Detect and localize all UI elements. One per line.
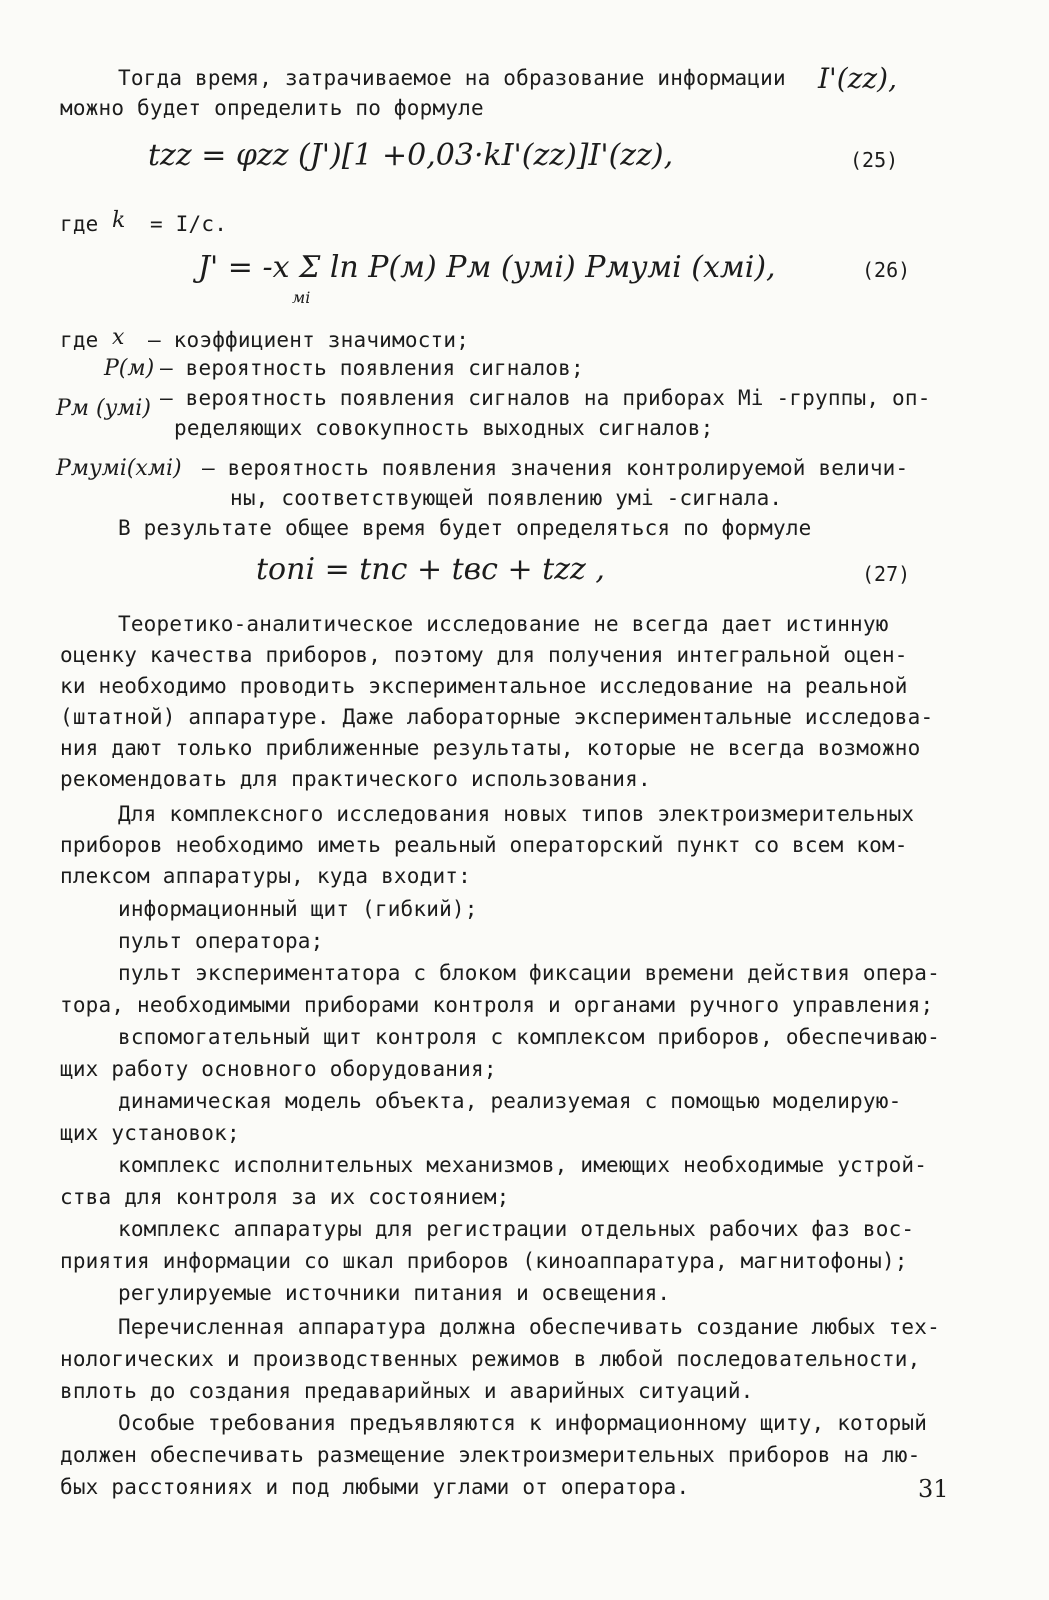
pm-ymi-symbol: Pм (yмi) bbox=[56, 396, 151, 421]
equation-number-26: (26) bbox=[862, 258, 911, 282]
list-item: пульт экспериментатора с блоком фиксации времени действия опера- bbox=[118, 961, 940, 985]
paragraph-4-line: бых расстояниях и под любыми углами от оператора. bbox=[60, 1475, 690, 1499]
page-number: 31 bbox=[918, 1475, 949, 1503]
paragraph-3-line: нологических и производственных режимов в любой последовательности, bbox=[60, 1347, 921, 1371]
formula-25: tzz = φzz (J')[1 +0,03·kI'(zz)]I'(zz), bbox=[148, 138, 674, 173]
intro-line-2: можно будет определить по формуле bbox=[60, 96, 484, 120]
list-item: комплекс аппаратуры для регистрации отдельных рабочих фаз вос- bbox=[118, 1217, 915, 1241]
paragraph-1-line: ния дают только приближенные результаты, которые не всегда возможно bbox=[60, 736, 921, 760]
list-item-continuation: щих установок; bbox=[60, 1121, 240, 1145]
k-value: = I/c. bbox=[150, 212, 228, 236]
intro-symbol: I'(zz), bbox=[818, 62, 898, 95]
formula-27: toni = tпс + tвс + tzz , bbox=[256, 552, 605, 587]
equation-number-25: (25) bbox=[850, 148, 899, 172]
formula-26-sum-index: мi bbox=[292, 288, 311, 307]
pm-symbol: P(м) bbox=[104, 356, 155, 381]
list-item: информационный щит (гибкий); bbox=[118, 897, 478, 921]
where-x-label: где bbox=[60, 328, 99, 352]
paragraph-1-line: (штатной) аппаратуре. Даже лабораторные экспериментальные исследова- bbox=[60, 705, 934, 729]
paragraph-2-line: Для комплексного исследования новых типов электроизмерительных bbox=[118, 802, 915, 826]
paragraph-1-line: рекомендовать для практического использования. bbox=[60, 767, 651, 791]
paragraph-3-line: Перечисленная аппаратура должна обеспечивать создание любых тех- bbox=[118, 1315, 940, 1339]
list-item-continuation: тора, необходимыми приборами контроля и органами ручного управления; bbox=[60, 993, 934, 1017]
list-item: пульт оператора; bbox=[118, 929, 324, 953]
list-item-continuation: приятия информации со шкал приборов (киноаппаратура, магнитофоны); bbox=[60, 1249, 908, 1273]
where-k-label: где bbox=[60, 212, 99, 236]
paragraph-2-line: приборов необходимо иметь реальный операторский пункт со всем ком- bbox=[60, 833, 908, 857]
pmymi-symbol: Pмyмi(xмi) bbox=[56, 456, 182, 481]
pmymi-definition-2: ны, соответствующей появлению yмi -сигнала. bbox=[230, 486, 783, 510]
pmymi-definition-1: – вероятность появления значения контролируемой величи- bbox=[202, 456, 909, 480]
list-item-continuation: ства для контроля за их состоянием; bbox=[60, 1185, 510, 1209]
paragraph-4-line: должен обеспечивать размещение электроизмерительных приборов на лю- bbox=[60, 1443, 921, 1467]
list-item: комплекс исполнительных механизмов, имеющих необходимые устрой- bbox=[118, 1153, 928, 1177]
list-item-continuation: щих работу основного оборудования; bbox=[60, 1057, 497, 1081]
formula-26: J' = -x Σ ln P(м) Pм (yмi) Pмyмi (xмi), bbox=[198, 250, 776, 285]
equation-number-27: (27) bbox=[862, 562, 911, 586]
paragraph-4-line: Особые требования предъявляются к информационному щиту, который bbox=[118, 1411, 928, 1435]
x-symbol: x bbox=[112, 325, 125, 350]
k-symbol: k bbox=[112, 208, 126, 233]
paragraph-3-line: вплоть до создания предаварийных и аварийных ситуаций. bbox=[60, 1379, 754, 1403]
paragraph-2-line: плексом аппаратуры, куда входит: bbox=[60, 864, 471, 888]
paragraph-1-line: оценку качества приборов, поэтому для получения интегральной оцен- bbox=[60, 643, 908, 667]
result-line: В результате общее время будет определяться по формуле bbox=[118, 516, 812, 540]
paragraph-1-line: ки необходимо проводить экспериментальное исследование на реальной bbox=[60, 674, 908, 698]
pm-definition: – вероятность появления сигналов; bbox=[160, 356, 584, 380]
pm-ymi-definition-1: – вероятность появления сигналов на приборах Мi -группы, оп- bbox=[160, 386, 931, 410]
x-definition: – коэффициент значимости; bbox=[148, 328, 470, 352]
intro-line-1: Тогда время, затрачиваемое на образование информации bbox=[118, 66, 786, 90]
list-item: вспомогательный щит контроля с комплексом приборов, обеспечиваю- bbox=[118, 1025, 940, 1049]
list-item: регулируемые источники питания и освещения. bbox=[118, 1281, 671, 1305]
pm-ymi-definition-2: ределяющих совокупность выходных сигналов; bbox=[174, 416, 714, 440]
list-item: динамическая модель объекта, реализуемая с помощью моделирую- bbox=[118, 1089, 902, 1113]
paragraph-1-line: Теоретико-аналитическое исследование не всегда дает истинную bbox=[118, 612, 889, 636]
